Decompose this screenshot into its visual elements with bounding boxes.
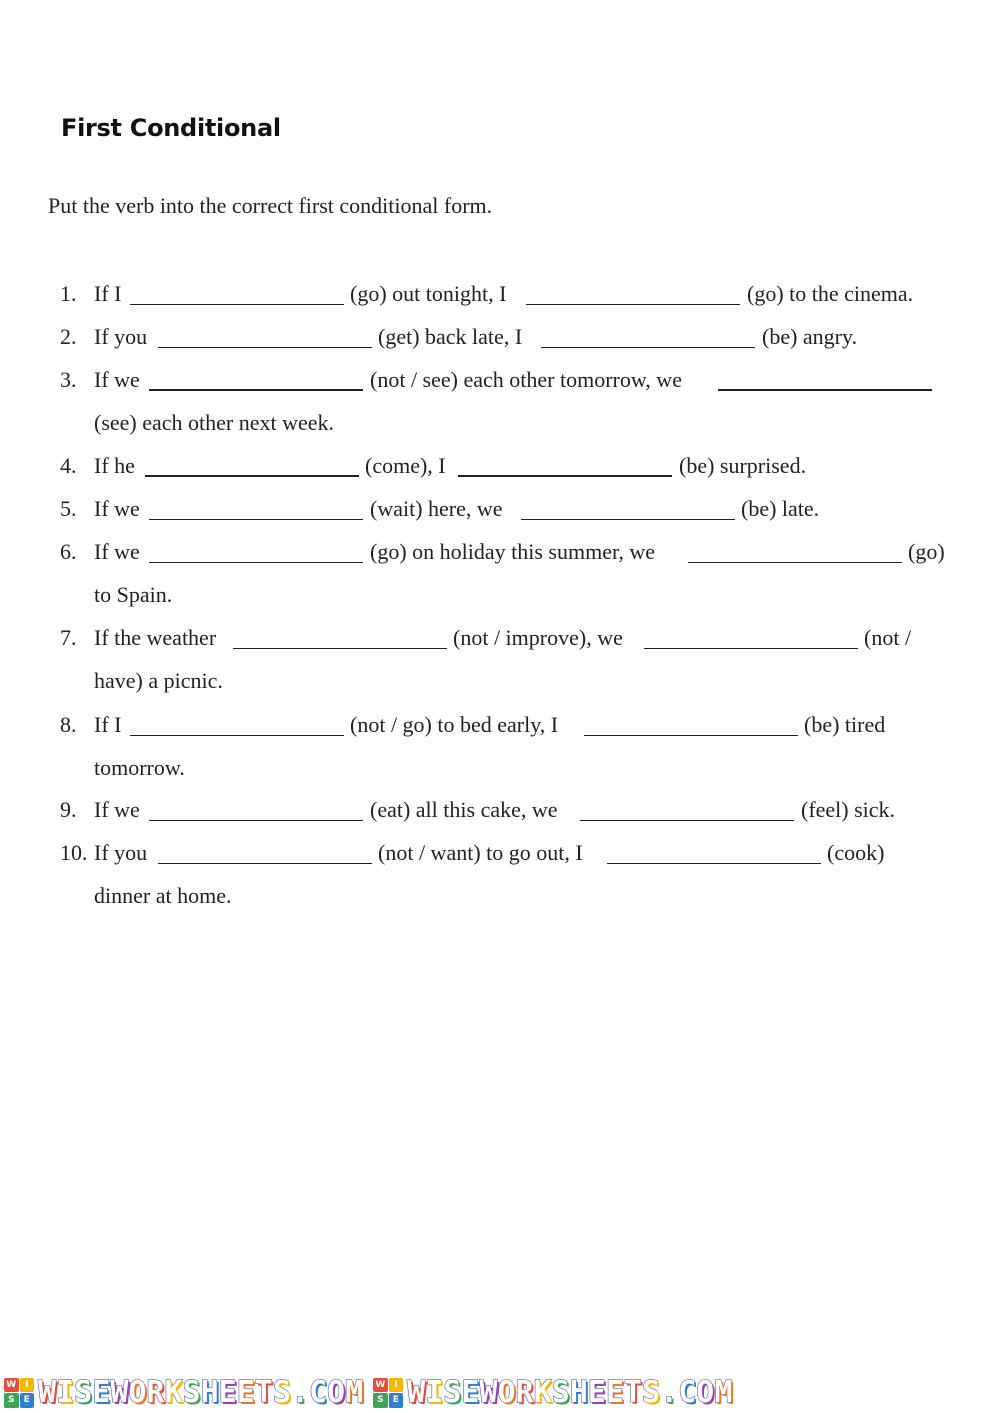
exercise-number: 5. bbox=[60, 496, 77, 521]
page-title: First Conditional bbox=[61, 114, 281, 142]
exercise-number: 6. bbox=[60, 539, 77, 564]
exercise-number: 4. bbox=[60, 453, 77, 478]
exercise-number: 3. bbox=[60, 367, 77, 392]
answer-blank[interactable] bbox=[718, 389, 932, 391]
exercise-number: 1. bbox=[60, 281, 77, 306]
answer-blank[interactable] bbox=[688, 562, 902, 563]
answer-blank[interactable] bbox=[145, 475, 359, 477]
instruction-text: Put the verb into the correct first conditional form. bbox=[48, 193, 493, 218]
brand-mark bbox=[373, 1375, 732, 1410]
exercise-number: 9. bbox=[60, 797, 77, 822]
answer-blank[interactable] bbox=[130, 735, 344, 736]
brand-text: WISEWORKSHEETS.COM bbox=[38, 1375, 364, 1410]
logo-icon: W I S E bbox=[4, 1378, 34, 1408]
footer-watermark bbox=[0, 1372, 1000, 1413]
answer-blank[interactable] bbox=[584, 735, 798, 736]
exercise-number: 7. bbox=[60, 625, 77, 650]
answer-blank[interactable] bbox=[458, 475, 672, 477]
answer-blank[interactable] bbox=[580, 820, 794, 821]
answer-blank[interactable] bbox=[149, 562, 363, 563]
answer-blank[interactable] bbox=[130, 304, 344, 305]
exercise-number: 8. bbox=[60, 712, 77, 737]
exercise-number: 10. bbox=[60, 840, 88, 865]
brand-text: WISEWORKSHEETS.COM bbox=[407, 1375, 733, 1410]
answer-blank[interactable] bbox=[541, 347, 755, 348]
answer-blank[interactable] bbox=[158, 863, 372, 864]
exercise-number: 2. bbox=[60, 324, 77, 349]
answer-blank[interactable] bbox=[233, 648, 447, 649]
answer-blank[interactable] bbox=[149, 389, 363, 391]
answer-blank[interactable] bbox=[158, 347, 372, 348]
answer-blank[interactable] bbox=[607, 863, 821, 864]
answer-blank[interactable] bbox=[526, 304, 740, 305]
answer-blank[interactable] bbox=[521, 519, 735, 520]
answer-blank[interactable] bbox=[149, 519, 363, 520]
logo-icon: W I S E bbox=[373, 1378, 403, 1408]
answer-blank[interactable] bbox=[149, 820, 363, 821]
brand-mark bbox=[4, 1375, 363, 1410]
answer-blank[interactable] bbox=[644, 648, 858, 649]
